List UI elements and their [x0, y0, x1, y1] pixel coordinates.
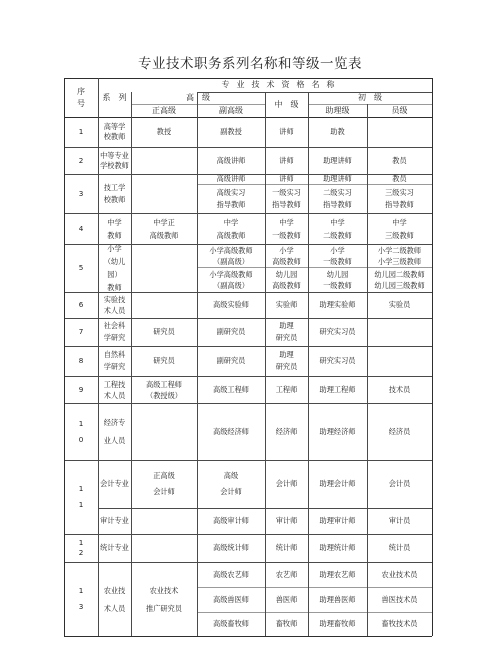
senior-deputy-title: 小学高级教师 （副高级） — [209, 269, 253, 290]
senior-full-title: 正高级 会计师 — [153, 471, 175, 496]
intermediate-title: 幼儿园 高级教师 — [272, 269, 301, 290]
senior-deputy-title: 高级讲师 — [216, 174, 246, 183]
assistant-title: 研究实习员 — [319, 327, 356, 336]
member-title: 统计员 — [388, 543, 411, 552]
row-number: 1 — [78, 127, 84, 136]
assistant-title: 助理畜牧师 — [319, 619, 356, 628]
member-title — [367, 318, 432, 346]
member-title: 小学二级教师 小学三级教师 — [377, 245, 422, 266]
member-title — [367, 346, 432, 376]
intermediate-title: 助理 研究员 — [275, 321, 298, 342]
senior-deputy-title: 高级兽医师 — [213, 594, 249, 604]
senior-deputy-title: 高级实习 指导教师 — [216, 187, 246, 209]
senior-full-title: 高级工程师 （教授级） — [146, 379, 182, 400]
header-senior-full: 正高级 — [152, 105, 176, 115]
assistant-title: 助理讲师 — [323, 174, 352, 183]
assistant-title: 小学 一级教师 — [323, 245, 352, 266]
assistant-title: 二级实习 指导教师 — [323, 187, 352, 209]
senior-deputy-title: 高级实验师 — [213, 300, 249, 309]
senior-deputy-title: 高级统计师 — [213, 543, 249, 552]
assistant-title: 幼儿园 一级教师 — [323, 269, 352, 290]
series-name: 审计专业 — [100, 516, 129, 525]
member-title: 经济员 — [388, 426, 411, 436]
assistant-title: 中学 二级教师 — [323, 217, 352, 240]
senior-deputy-title: 高级讲师 — [216, 155, 246, 165]
assistant-title: 助教 — [330, 127, 345, 136]
member-title: 实验员 — [388, 300, 411, 309]
header-member: 员级 — [391, 105, 408, 115]
header-senior-deputy: 副高级 — [219, 105, 243, 115]
intermediate-title: 讲师 — [279, 155, 294, 165]
senior-deputy-title: 高级工程师 — [213, 384, 249, 394]
header-intermediate: 中 级 — [274, 99, 299, 109]
series-name: 经济专 业人员 — [103, 418, 126, 445]
row-number: 8 — [78, 356, 84, 365]
senior-full-title: 教授 — [156, 127, 172, 136]
row-number: 4 — [78, 223, 84, 233]
intermediate-title: 讲师 — [279, 174, 294, 183]
intermediate-title: 兽医师 — [275, 594, 298, 604]
intermediate-title: 工程师 — [275, 384, 298, 394]
series-name: 统计专业 — [100, 543, 129, 552]
header-seq: 序 号 — [77, 86, 85, 108]
header-series: 系 列 — [102, 92, 127, 102]
assistant-title: 助理审计师 — [319, 516, 356, 525]
member-title: 教员 — [392, 174, 407, 183]
senior-deputy-title: 高级审计师 — [213, 516, 249, 525]
row-number: 6 — [78, 300, 84, 309]
row-number: 1 3 — [78, 586, 84, 611]
intermediate-title: 讲师 — [279, 127, 294, 136]
row-number: 7 — [78, 327, 84, 336]
row-number: 5 — [78, 263, 84, 272]
assistant-title: 研究实习员 — [319, 356, 356, 365]
table-bottom-border — [64, 636, 432, 637]
member-title: 畜牧技术员 — [381, 619, 418, 628]
assistant-title: 助理讲师 — [323, 155, 352, 165]
row-number: 1 1 — [78, 484, 84, 509]
senior-full-title: 研究员 — [153, 327, 175, 336]
assistant-title: 助理工程师 — [319, 384, 356, 394]
senior-deputy-title: 高级农艺师 — [213, 569, 249, 579]
series-name: 小学 （幼儿园） 教师 — [103, 244, 126, 292]
assistant-title: 助理经济师 — [319, 426, 356, 436]
intermediate-title: 农艺师 — [275, 569, 298, 579]
senior-full-title: 中学正 高级教师 — [149, 217, 179, 240]
senior-deputy-title: 副研究员 — [216, 327, 246, 336]
series-name: 中学 教师 — [107, 217, 122, 240]
member-title: 幼儿园二级教师 幼儿园三级教师 — [374, 269, 425, 290]
senior-deputy-title: 中学 高级教师 — [216, 217, 246, 240]
assistant-title: 助理会计师 — [319, 479, 356, 488]
senior-deputy-title: 小学高级教师 （副高级） — [209, 245, 253, 266]
member-title: 农业技术员 — [381, 569, 418, 579]
intermediate-title: 经济师 — [275, 426, 298, 436]
assistant-title: 助理实验师 — [319, 300, 356, 309]
senior-deputy-title: 高级经济师 — [213, 426, 249, 436]
intermediate-title: 统计师 — [275, 543, 298, 552]
member-title: 教员 — [392, 155, 407, 165]
series-name: 中等专业 学校教师 — [100, 150, 129, 170]
row-number: 2 — [78, 155, 84, 165]
senior-full-title: 农业技术 推广研究员 — [146, 585, 182, 613]
intermediate-title: 实验师 — [275, 300, 298, 309]
intermediate-title: 助理 研究员 — [275, 350, 298, 371]
header-junior: 初 级 — [358, 93, 382, 102]
assistant-title: 助理统计师 — [319, 543, 356, 552]
header-assistant: 助理级 — [325, 105, 350, 115]
member-title: 中学 三级教师 — [385, 217, 414, 240]
series-name: 实验技 术人员 — [103, 295, 126, 315]
senior-deputy-title: 高级 会计师 — [220, 471, 242, 496]
senior-deputy-title: 副教授 — [220, 127, 242, 136]
series-name: 社会科 学研究 — [103, 321, 126, 342]
row-number: 9 — [78, 384, 84, 394]
assistant-title: 助理兽医师 — [319, 594, 356, 604]
member-title: 会计员 — [388, 479, 411, 488]
intermediate-title: 畜牧师 — [275, 619, 298, 628]
row-number: 1 0 — [78, 418, 84, 444]
series-name: 会计专业 — [100, 479, 129, 488]
series-name: 农业技 术人员 — [103, 585, 126, 613]
row-number: 3 — [78, 188, 84, 198]
series-name: 高等学 校教师 — [103, 122, 126, 141]
series-name: 技工学 校教师 — [103, 182, 126, 204]
intermediate-title: 会计师 — [275, 479, 298, 488]
header-qualification: 专业技术资格名称 — [221, 80, 342, 89]
intermediate-title: 小学 高级教师 — [272, 245, 301, 266]
member-title: 技术员 — [388, 384, 411, 394]
senior-deputy-title: 高级畜牧师 — [213, 619, 249, 628]
senior-deputy-title: 副研究员 — [216, 356, 246, 365]
page-title: 专业技术职务系列名称和等级一览表 — [138, 56, 362, 72]
series-name: 工程技 术人员 — [103, 379, 126, 400]
member-title: 三级实习 指导教师 — [385, 187, 414, 209]
row-number: 1 2 — [78, 538, 84, 557]
member-title — [367, 117, 432, 147]
intermediate-title: 审计师 — [275, 516, 298, 525]
member-title: 兽医技术员 — [381, 594, 418, 604]
assistant-title: 助理农艺师 — [319, 569, 356, 579]
intermediate-title: 一级实习 指导教师 — [272, 187, 301, 209]
senior-full-title: 研究员 — [153, 356, 175, 365]
intermediate-title: 中学 一级教师 — [272, 217, 301, 240]
header-senior: 高 级 — [186, 93, 210, 102]
series-name: 自然科 学研究 — [103, 350, 126, 371]
table-right-border — [432, 78, 433, 636]
member-title: 审计员 — [388, 516, 411, 525]
